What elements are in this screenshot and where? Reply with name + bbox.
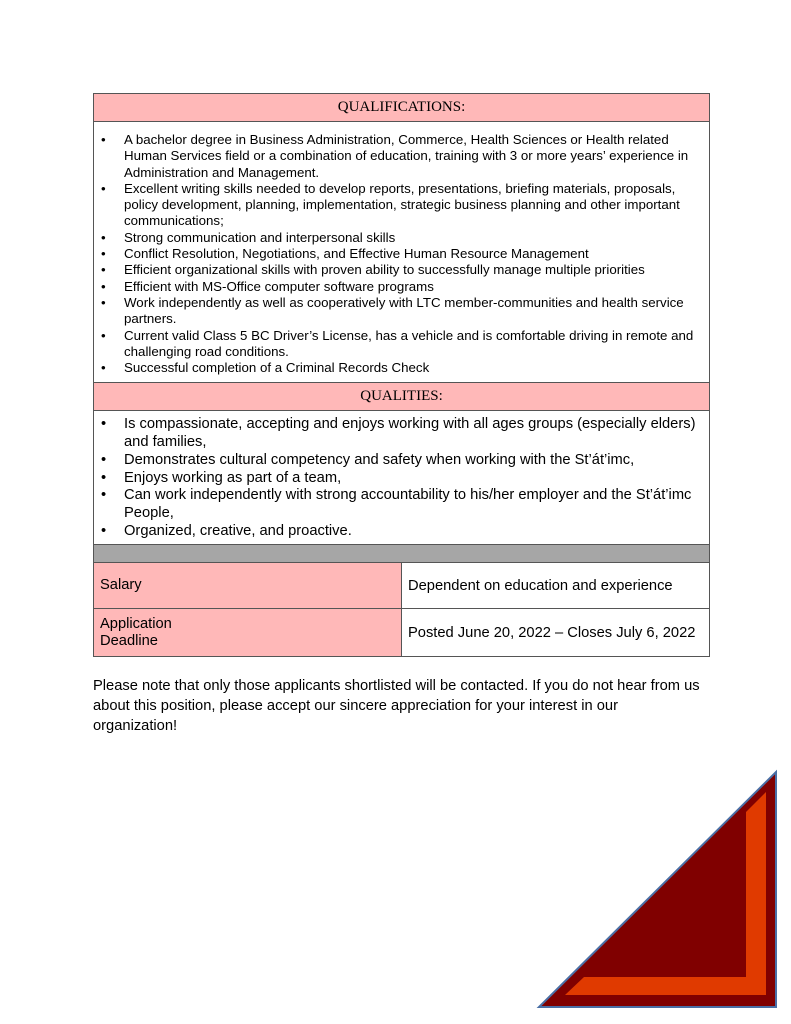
list-item: • Conflict Resolution, Negotiations, and Effective Human Resource Management <box>94 246 701 262</box>
job-posting-table <box>93 93 710 657</box>
qualities-header: QUALITIES: <box>94 383 710 411</box>
salary-value: Dependent on education and experience <box>402 563 710 609</box>
qualities-cell <box>94 411 710 545</box>
list-item: • Successful completion of a Criminal Records Check <box>94 360 701 376</box>
list-item: • Is compassionate, accepting and enjoys working with all ages groups (especially elders) and families, <box>94 416 701 451</box>
list-item: • Work independently as well as cooperatively with LTC member-communities and health service partners. <box>94 295 701 328</box>
deadline-label-line2: Deadline <box>100 632 158 649</box>
list-item: • Strong communication and interpersonal skills <box>94 230 701 246</box>
list-item: • Excellent writing skills needed to develop reports, presentations, briefing materials, proposals, policy development, planning, implementation, strategic business planning and other important communications; <box>94 181 701 230</box>
list-item: • Can work independently with strong accountability to his/her employer and the St’át’imc People, <box>94 487 701 522</box>
qualifications-list <box>94 132 701 376</box>
list-item: • Efficient organizational skills with proven ability to successfully manage multiple priorities <box>94 262 701 278</box>
list-item: • Organized, creative, and proactive. <box>94 523 701 541</box>
list-item: • Enjoys working as part of a team, <box>94 470 701 488</box>
list-item: • A bachelor degree in Business Administration, Commerce, Health Sciences or Health related Human Services field or a combination of education, training with 3 or more years’ experience in Administration and Management. <box>94 132 701 181</box>
qualifications-cell <box>94 122 710 383</box>
deadline-label-line1: Application <box>100 615 172 632</box>
list-item: • Demonstrates cultural competency and safety when working with the St’át’imc, <box>94 452 701 470</box>
closing-note: Please note that only those applicants shortlisted will be contacted. If you do not hear from us about this position, please accept our sincere appreciation for your interest in our organization! <box>93 678 700 734</box>
deadline-label <box>94 609 402 657</box>
divider-row <box>94 545 710 563</box>
deadline-value: Posted June 20, 2022 – Closes July 6, 2022 <box>402 609 710 657</box>
corner-triangle-decoration <box>535 768 781 1012</box>
list-item: • Efficient with MS-Office computer software programs <box>94 279 701 295</box>
list-item: • Current valid Class 5 BC Driver’s License, has a vehicle and is comfortable driving in remote and challenging road conditions. <box>94 328 701 361</box>
qualities-list <box>94 416 701 540</box>
salary-label: Salary <box>94 563 402 609</box>
qualifications-header: QUALIFICATIONS: <box>94 94 710 122</box>
